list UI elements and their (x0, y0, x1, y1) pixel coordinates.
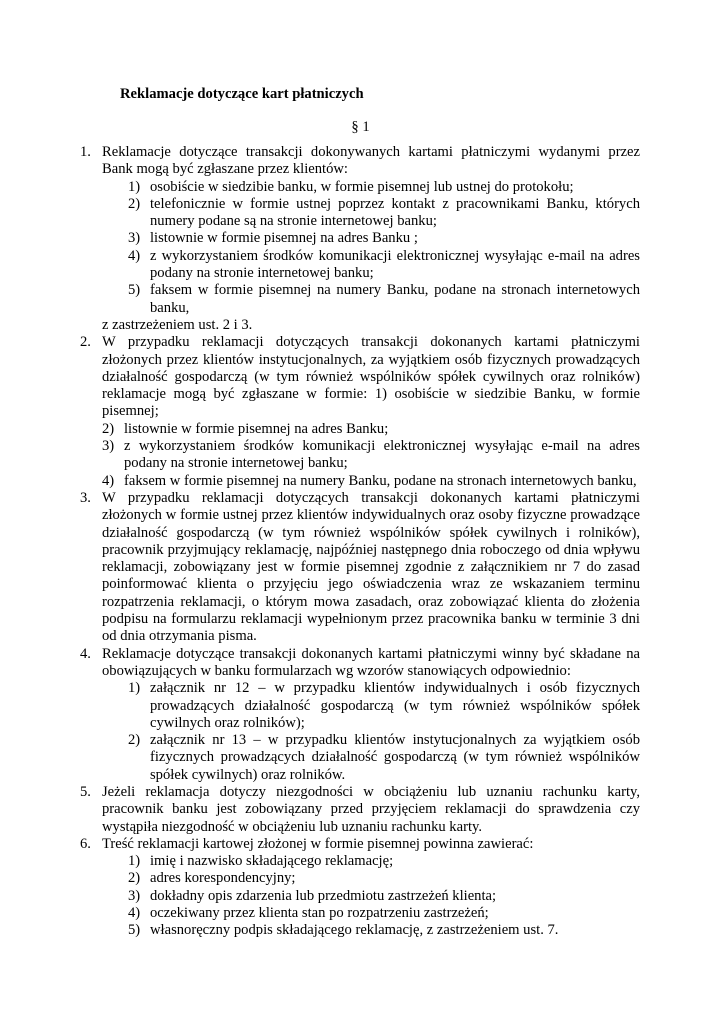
item-number: 5. (80, 783, 91, 800)
sub-list (102, 179, 640, 317)
sub-item-number: 4) (128, 905, 141, 922)
sub-item-number: 2) (102, 420, 115, 437)
sub-item-number: 1) (128, 680, 141, 697)
sub-item-number: 2) (128, 732, 141, 749)
sub-item-text: faksem w formie pisemnej na numery Banku, podane na stronach internetowych banku, (124, 472, 637, 489)
sub-item (102, 179, 640, 196)
sub-item (102, 732, 640, 784)
item-text: Reklamacje dotyczące transakcji dokonanych kartami płatniczymi winny być składane na obowiązujących w banku formularzach wg wzorów stanowiących odpowiednio: (102, 645, 640, 679)
sub-item-text: załącznik nr 13 – w przypadku klientów instytucjonalnych za wyjątkiem osób fizycznych prowadzących działalność gospodarczą (w tym również wspólników spółek cywilnych) oraz rolników. (150, 732, 640, 783)
sub-item-text: z wykorzystaniem środków komunikacji elektronicznej wysyłając e-mail na adres podany na stronie internetowej banku; (124, 438, 640, 472)
list-item (80, 490, 640, 646)
sub-item-number: 1) (128, 853, 141, 870)
list-item (80, 646, 640, 784)
sub-item-text: osobiście w siedzibie banku, w formie pisemnej lub ustnej do protokołu; (150, 178, 574, 195)
sub-item-text: z wykorzystaniem środków komunikacji elektronicznej wysyłając e-mail na adres podany na stronie internetowej banku; (150, 247, 640, 282)
sub-list (102, 680, 640, 784)
sub-item-text: oczekiwany przez klienta stan po rozpatrzeniu zastrzeżeń; (150, 905, 489, 922)
section-heading (0, 119, 725, 136)
sub-item-number: 3) (102, 438, 115, 455)
sub-item-text: własnoręczny podpis składającego reklamację, z zastrzeżeniem ust. 7. (150, 922, 559, 939)
sub-item (102, 196, 640, 231)
item-number: 1. (80, 144, 91, 160)
sub-item (102, 282, 640, 317)
sub-item (102, 905, 640, 922)
sub-item-number: 5) (128, 282, 141, 299)
sub-item (76, 421, 640, 438)
sub-item-text: telefonicznie w formie ustnej poprzez kontakt z pracownikami Banku, których numery podane są na stronie internetowej banku; (150, 195, 640, 230)
sub-item-number: 2) (128, 195, 141, 212)
sub-item (102, 853, 640, 870)
sub-item (102, 888, 640, 905)
sub-item (102, 248, 640, 283)
sub-item-text: listownie w formie pisemnej na adres Banku ; (150, 230, 418, 247)
sub-item-number: 3) (128, 887, 141, 904)
regulation-list (80, 144, 640, 940)
sub-item (102, 870, 640, 887)
item-text: Treść reklamacji kartowej złożonej w formie pisemnej powinna zawierać: (102, 835, 534, 852)
sub-item-number: 4) (128, 247, 141, 264)
sub-item-text: imię i nazwisko składającego reklamację; (150, 853, 394, 870)
list-item (80, 836, 640, 940)
sub-item (76, 438, 640, 473)
sub-item-text: faksem w formie pisemnej na numery Banku, podane na stronach internetowych banku, (150, 282, 640, 316)
list-item (80, 334, 640, 490)
item-text: Reklamacje dotyczące transakcji dokonywanych kartami płatniczymi wydanymi przez Bank mogą być zgłaszane przez klientów: (102, 144, 640, 178)
list-item (80, 144, 640, 334)
sub-list (102, 853, 640, 939)
document-title: Reklamacje dotyczące kart płatniczych (120, 86, 364, 102)
item-number: 2. (80, 334, 91, 351)
sub-item-text: dokładny opis zdarzenia lub przedmiotu zastrzeżeń klienta; (150, 887, 497, 904)
item-note: z zastrzeżeniem ust. 2 i 3. (102, 316, 253, 333)
sub-list (76, 421, 640, 490)
sub-item-text: załącznik nr 12 – w przypadku klientów indywidualnych i osób fizycznych prowadzących działalność gospodarczą (w tym również wspólników spółek cywilnych oraz rolników); (150, 680, 640, 731)
item-text: Jeżeli reklamacja dotyczy niezgodności w obciążeniu lub uznaniu rachunku karty, pracownik banku jest zobowiązany przed przyjęciem reklamacji do sprawdzenia czy wystąpiła niezgodność w obciążeniu lub uznaniu rachunku karty. (102, 783, 640, 835)
sub-item-number: 3) (128, 230, 141, 247)
sub-item (102, 922, 640, 939)
sub-item (102, 230, 640, 247)
sub-item-number: 1) (128, 178, 141, 195)
item-number: 4. (80, 645, 91, 662)
list-item (80, 784, 640, 836)
item-text: W przypadku reklamacji dotyczących transakcji dokonanych kartami płatniczymi złożonych w formie ustnej przez klientów indywidualnych oraz osoby fizyczne prowadzące działalność gospodarczą (w tym również wspólników spółek cywilnych i rolników), pracownik przyjmujący reklamację, najpóźniej następnego dnia roboczego od dnia wpływu reklamacji, zobowiązany jest w formie pisemnej zgodnie z załącznikiem nr 7 do zasad poinformować klienta o przyjęciu jego oświadczenia wraz ze wskazaniem terminu rozpatrzenia reklamacji, o którym mowa zasadach, oraz zobowiązać klienta do złożenia podpisu na formularzu reklamacji wypełnionym przez pracownika banku w terminie 3 dni od dnia otrzymania pisma. (102, 489, 640, 645)
item-text: W przypadku reklamacji dotyczących transakcji dokonanych kartami płatniczymi złożonych przez klientów instytucjonalnych, za wyjątkiem osób fizycznych prowadzących działalność gospodarczą (w tym również wspólników spółek cywilnych oraz rolników) reklamacje mogą być zgłaszane w formie: 1) osobiście w siedzibie Banku, w formie pisemnej; (102, 334, 640, 420)
sub-item-text: listownie w formie pisemnej na adres Banku; (124, 420, 389, 437)
sub-item-number: 4) (102, 472, 115, 489)
sub-item-text: adres korespondencyjny; (150, 870, 296, 887)
sub-item-number: 5) (128, 922, 141, 939)
item-number: 6. (80, 835, 91, 852)
section-number: § 1 (351, 119, 370, 135)
sub-item (102, 680, 640, 732)
sub-item (76, 473, 640, 490)
sub-item-number: 2) (128, 870, 141, 887)
item-number: 3. (80, 489, 91, 506)
